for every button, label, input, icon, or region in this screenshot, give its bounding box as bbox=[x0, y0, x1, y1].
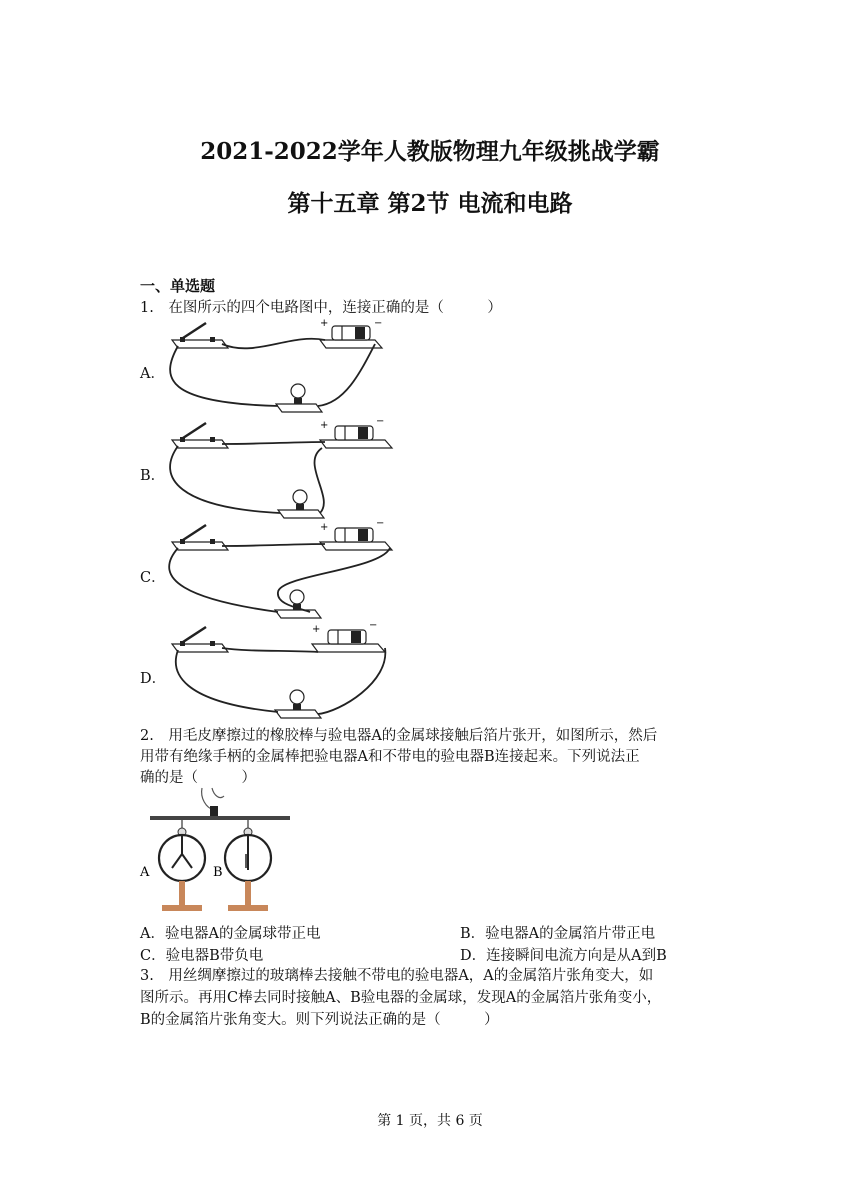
doc-subtitle: 第十五章 第2节 电流和电路 bbox=[287, 190, 573, 217]
electroscope-a-icon bbox=[159, 820, 205, 911]
svg-text:+: + bbox=[320, 420, 329, 431]
switch-icon bbox=[172, 423, 228, 448]
svg-text:−: − bbox=[374, 318, 383, 329]
lamp-icon bbox=[275, 590, 321, 618]
electroscope-a-label: A bbox=[140, 865, 150, 880]
section-heading: 一、单选题 bbox=[140, 277, 216, 295]
q2-option-c[interactable]: C．验电器B带负电 bbox=[140, 948, 264, 964]
lamp-icon bbox=[278, 490, 324, 518]
lamp-icon bbox=[276, 384, 322, 412]
q1-option-d-label[interactable]: D． bbox=[140, 671, 167, 687]
question-3-stem-line2: 图所示。再用C棒去同时接触A、B验电器的金属球，发现A的金属箔片张角变小， bbox=[140, 990, 662, 1006]
circuit-diagram-a bbox=[160, 318, 400, 420]
switch-icon bbox=[172, 525, 228, 550]
question-2-stem-line2: 用带有绝缘手柄的金属棒把验电器A和不带电的验电器B连接起来。下列说法正 bbox=[140, 749, 640, 765]
electroscope-diagram bbox=[140, 788, 300, 923]
question-3-stem-line3: B的金属箔片张角变大。则下列说法正确的是（ ） bbox=[140, 1012, 499, 1028]
switch-icon bbox=[172, 323, 228, 348]
page-footer: 第 1 页，共 6 页 bbox=[377, 1113, 483, 1129]
q2-option-a[interactable]: A．验电器A的金属球带正电 bbox=[140, 926, 321, 942]
battery-icon bbox=[320, 416, 392, 448]
rod-handle-icon bbox=[202, 788, 224, 818]
question-1-stem: 1. 在图所示的四个电路图中，连接正确的是（ ） bbox=[140, 300, 502, 316]
lamp-icon bbox=[275, 690, 321, 718]
svg-text:+: + bbox=[320, 522, 329, 533]
q1-option-a-label[interactable]: A． bbox=[140, 366, 165, 382]
circuit-diagram-b bbox=[160, 418, 400, 524]
battery-icon bbox=[320, 518, 392, 550]
q1-option-b-label[interactable]: B． bbox=[140, 468, 166, 484]
q1-option-c-label[interactable]: C． bbox=[140, 570, 166, 586]
circuit-diagram-c bbox=[160, 520, 400, 626]
battery-icon bbox=[312, 620, 385, 652]
doc-title: 2021-2022学年人教版物理九年级挑战学霸 bbox=[200, 138, 660, 165]
svg-text:−: − bbox=[376, 518, 385, 529]
svg-text:−: − bbox=[376, 416, 385, 427]
q2-option-b[interactable]: B．验电器A的金属箔片带正电 bbox=[460, 926, 656, 942]
svg-text:+: + bbox=[312, 624, 321, 635]
switch-icon bbox=[172, 627, 228, 652]
electroscope-b-label: B bbox=[213, 865, 223, 880]
svg-text:+: + bbox=[320, 318, 329, 329]
question-3-stem-line1: 3. 用丝绸摩擦过的玻璃棒去接触不带电的验电器A，A的金属箔片张角变大，如 bbox=[140, 968, 654, 984]
battery-icon bbox=[320, 318, 382, 348]
circuit-diagram-d bbox=[160, 622, 400, 722]
svg-text:−: − bbox=[369, 620, 378, 631]
metal-rod bbox=[150, 816, 290, 820]
electroscope-b-icon bbox=[225, 820, 271, 911]
q2-option-d[interactable]: D．连接瞬间电流方向是从A到B bbox=[460, 948, 667, 964]
question-2-stem-line1: 2. 用毛皮摩擦过的橡胶棒与验电器A的金属球接触后箔片张开，如图所示，然后 bbox=[140, 728, 658, 744]
question-2-stem-line3: 确的是（ ） bbox=[140, 770, 256, 786]
